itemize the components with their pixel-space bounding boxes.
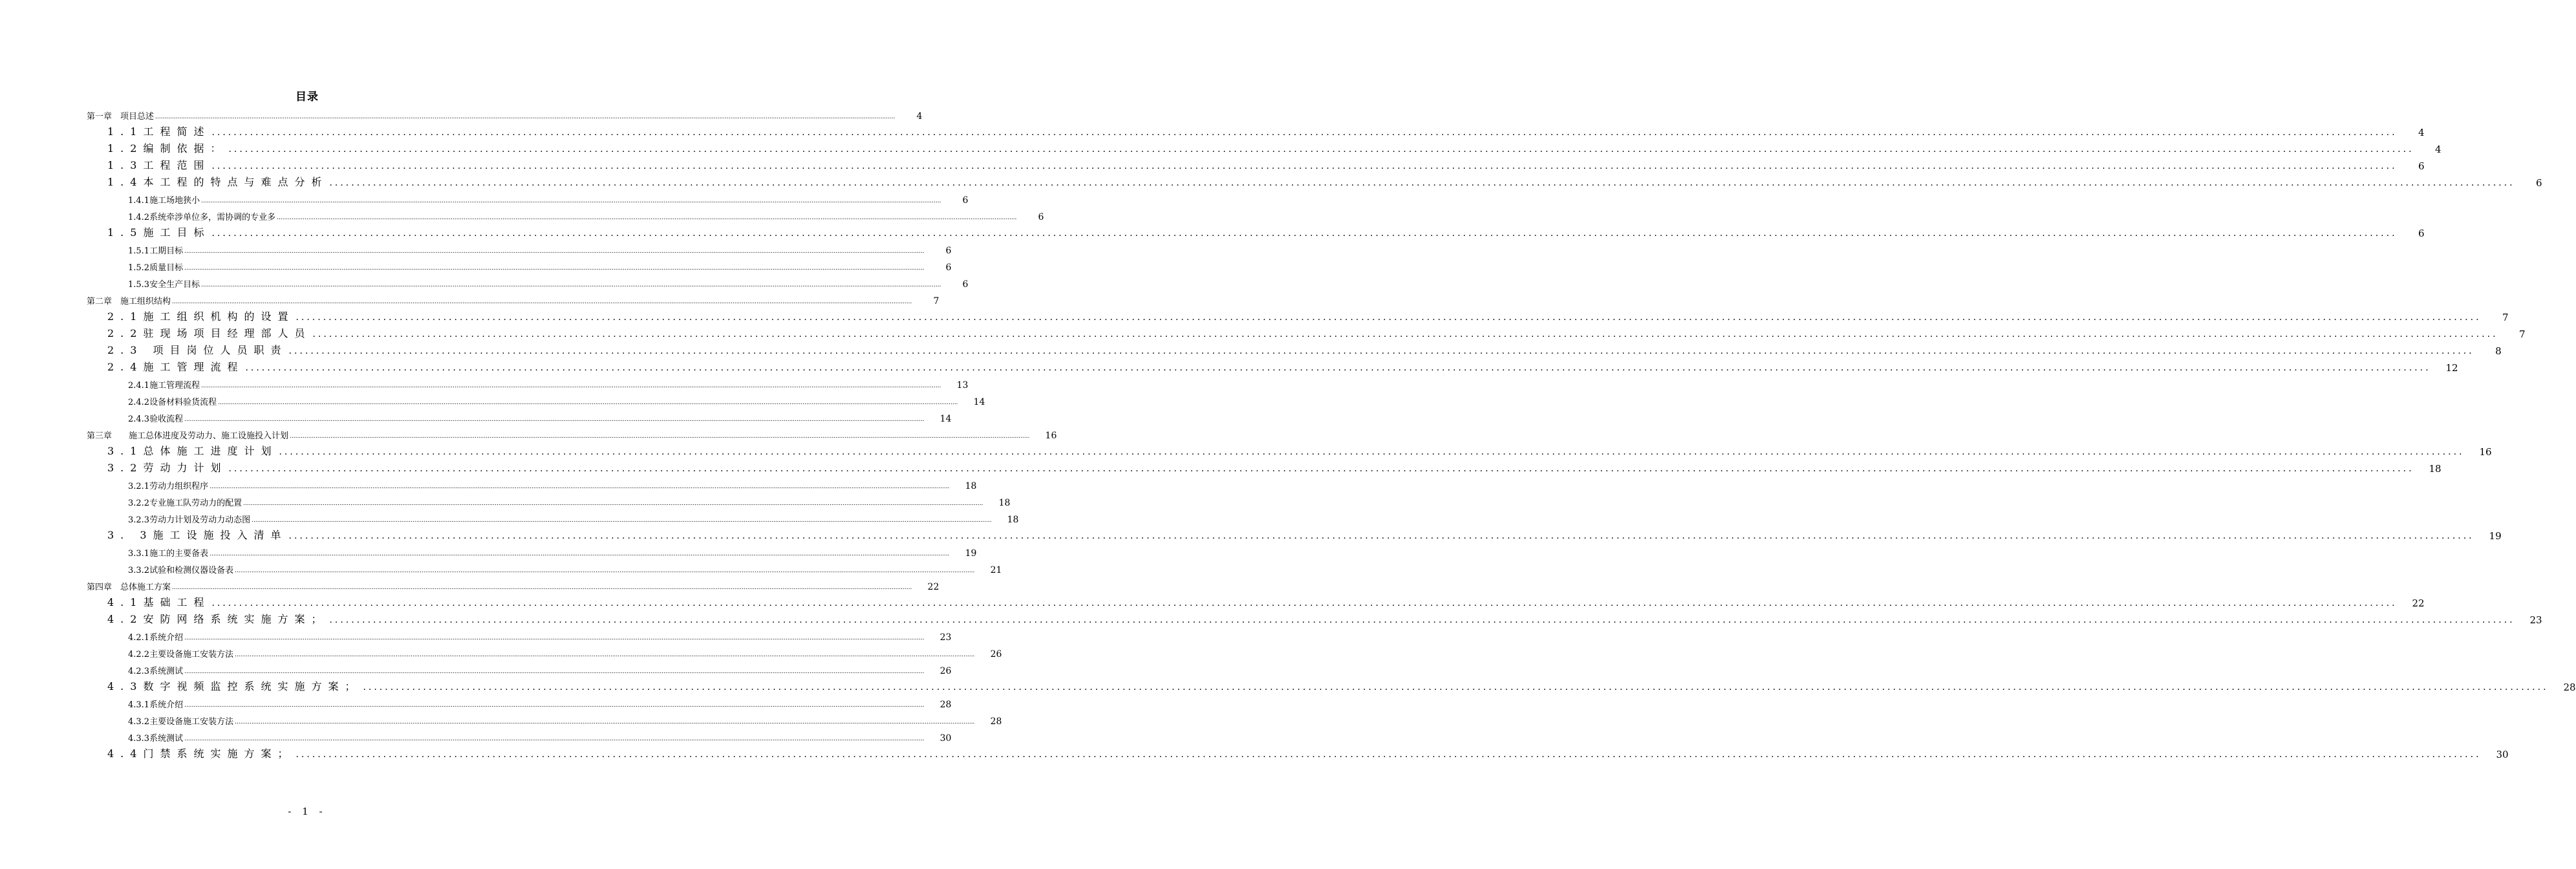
toc-entry-page: 4 xyxy=(2418,127,2425,138)
toc-entry[interactable] xyxy=(0,663,952,676)
toc-entry[interactable] xyxy=(0,277,969,290)
toc-entry-page: 7 xyxy=(2502,312,2509,323)
toc-entry-label: 1.2编制依据： xyxy=(107,142,228,155)
toc-entry[interactable] xyxy=(0,478,977,491)
toc-entry-page: 30 xyxy=(939,733,952,744)
toc-entry-label: 4.3.3系统测试 xyxy=(128,734,184,744)
toc-entry-page: 26 xyxy=(990,649,1002,660)
toc-entry[interactable] xyxy=(0,529,2502,542)
toc-entry[interactable] xyxy=(0,310,2509,323)
toc-entry-page: 4 xyxy=(2434,144,2442,155)
toc-dot-leader: ................................................................................................................................................................................................................................................................................................................................................................................................................ xyxy=(288,531,2474,541)
toc-entry-label: 1.5施工目标 xyxy=(107,226,211,239)
toc-entry-page: 18 xyxy=(2429,463,2442,475)
toc-entry-label: 第二章 施工组织结构 xyxy=(87,297,171,306)
toc-entry-page: 19 xyxy=(965,548,977,559)
toc-entry-label: 4.1基础工程 xyxy=(107,596,211,608)
toc-dot-leader: ................................................................................................................................................................................................................................................................................................................................................................................................................ xyxy=(235,652,975,658)
toc-entry-label: 3.3.2试验和检测仪器设备表 xyxy=(128,566,234,575)
toc-entry-label: 4.2安防网络系统实施方案； xyxy=(107,613,328,625)
toc-entry-page: 28 xyxy=(939,700,952,710)
toc-entry[interactable] xyxy=(0,378,969,391)
toc-entry-page: 22 xyxy=(2412,597,2425,609)
toc-entry-page: 23 xyxy=(939,632,952,643)
toc-dot-leader: ................................................................................................................................................................................................................................................................................................................................................................................................................ xyxy=(211,228,2398,239)
toc-entry-page: 13 xyxy=(956,380,969,391)
toc-dot-leader: ................................................................................................................................................................................................................................................................................................................................................................................................................ xyxy=(290,433,1030,440)
toc-entry-label: 4.3.2主要设备施工安装方法 xyxy=(128,717,234,727)
toc-entry-page: 19 xyxy=(2489,530,2502,542)
toc-entry-page: 21 xyxy=(990,565,1002,575)
toc-entry[interactable] xyxy=(0,630,952,643)
toc-entry-page: 18 xyxy=(965,481,977,491)
toc-dot-leader: ................................................................................................................................................................................................................................................................................................................................................................................................................ xyxy=(312,329,2498,339)
toc-entry[interactable] xyxy=(0,579,939,592)
toc-dot-leader: ................................................................................................................................................................................................................................................................................................................................................................................................................ xyxy=(209,551,950,557)
toc-entry[interactable] xyxy=(0,462,2442,475)
toc-dot-leader: ................................................................................................................................................................................................................................................................................................................................................................................................................ xyxy=(184,265,925,272)
toc-entry-page: 14 xyxy=(973,397,985,407)
toc-dot-leader: ................................................................................................................................................................................................................................................................................................................................................................................................................ xyxy=(172,585,912,591)
toc-entry-label: 3. 3施工设施投入清单 xyxy=(107,529,288,541)
toc-entry-page: 23 xyxy=(2529,614,2542,626)
toc-entry[interactable] xyxy=(0,176,2542,189)
toc-entry[interactable] xyxy=(0,546,977,559)
toc-entry-page: 6 xyxy=(945,263,952,273)
toc-dot-leader: ................................................................................................................................................................................................................................................................................................................................................................................................................ xyxy=(201,198,941,204)
toc-dot-leader: ................................................................................................................................................................................................................................................................................................................................................................................................................ xyxy=(184,702,925,709)
toc-entry-label: 3.2.1劳动力组织程序 xyxy=(128,482,209,491)
toc-entry-page: 16 xyxy=(2479,446,2492,458)
toc-entry-page: 4 xyxy=(916,111,923,122)
toc-entry-label: 2.3 项目岗位人员职责 xyxy=(107,344,288,356)
toc-dot-leader: ................................................................................................................................................................................................................................................................................................................................................................................................................ xyxy=(184,635,925,641)
toc-entry-page: 8 xyxy=(2495,345,2502,357)
toc-entry-label: 1.5.3安全生产目标 xyxy=(128,280,200,290)
toc-entry-label: 第三章 施工总体进度及劳动力、施工设施投入计划 xyxy=(87,431,289,441)
toc-entry[interactable] xyxy=(0,747,2509,760)
toc-dot-leader: ................................................................................................................................................................................................................................................................................................................................................................................................................ xyxy=(295,749,2482,760)
toc-entry-label: 1.5.1工期目标 xyxy=(128,246,184,256)
toc-entry[interactable] xyxy=(0,159,2425,172)
toc-dot-leader: ................................................................................................................................................................................................................................................................................................................................................................................................................ xyxy=(235,719,975,725)
toc-entry-page: 14 xyxy=(939,414,952,424)
toc-entry[interactable] xyxy=(0,109,923,122)
toc-entry-label: 1.3工程范围 xyxy=(107,159,211,171)
toc-entry[interactable] xyxy=(0,731,952,744)
toc-entry[interactable] xyxy=(0,260,952,273)
toc-entry[interactable] xyxy=(0,243,952,256)
toc-dot-leader: ................................................................................................................................................................................................................................................................................................................................................................................................................ xyxy=(184,248,925,255)
toc-entry[interactable] xyxy=(0,714,1002,727)
toc-entry-label: 4.2.3系统测试 xyxy=(128,667,184,676)
toc-entry-page: 6 xyxy=(2418,228,2425,239)
toc-entry[interactable] xyxy=(0,142,2442,155)
toc-entry[interactable] xyxy=(0,563,1002,575)
toc-entry-label: 3.1总体施工进度计划 xyxy=(107,445,278,457)
toc-dot-leader: ................................................................................................................................................................................................................................................................................................................................................................................................................ xyxy=(243,500,983,507)
toc-dot-leader: ................................................................................................................................................................................................................................................................................................................................................................................................................ xyxy=(245,363,2431,373)
toc-dot-leader: ................................................................................................................................................................................................................................................................................................................................................................................................................ xyxy=(172,299,912,305)
toc-entry-page: 6 xyxy=(962,279,969,290)
toc-title: 目录 xyxy=(295,91,319,103)
toc-dot-leader: ................................................................................................................................................................................................................................................................................................................................................................................................................ xyxy=(211,127,2398,138)
toc-entry-page: 7 xyxy=(933,296,939,306)
toc-entry-page: 28 xyxy=(2563,681,2576,693)
toc-dot-leader: ................................................................................................................................................................................................................................................................................................................................................................................................................ xyxy=(211,598,2398,608)
toc-entry[interactable] xyxy=(0,445,2492,458)
toc-dot-leader: ................................................................................................................................................................................................................................................................................................................................................................................................................ xyxy=(184,416,925,423)
toc-entry-page: 28 xyxy=(990,716,1002,727)
toc-entry[interactable] xyxy=(0,226,2425,239)
toc-entry[interactable] xyxy=(0,327,2526,340)
toc-entry[interactable] xyxy=(0,209,1044,222)
toc-entry-label: 4.3数字视频监控系统实施方案； xyxy=(107,680,362,692)
toc-entry[interactable] xyxy=(0,344,2502,357)
toc-entry[interactable] xyxy=(0,596,2425,609)
toc-dot-leader: ................................................................................................................................................................................................................................................................................................................................................................................................................ xyxy=(228,464,2414,474)
toc-entry-page: 18 xyxy=(1007,515,1019,525)
toc-entry-page: 6 xyxy=(2418,160,2425,172)
toc-entry[interactable] xyxy=(0,193,969,206)
toc-dot-leader: ................................................................................................................................................................................................................................................................................................................................................................................................................ xyxy=(209,484,950,490)
toc-entry-label: 4.4门禁系统实施方案； xyxy=(107,747,295,760)
toc-entry-label: 2.4.3验收流程 xyxy=(128,414,184,424)
toc-entry-label: 3.3.1施工的主要备表 xyxy=(128,549,209,559)
toc-entry-page: 30 xyxy=(2496,749,2509,760)
toc-entry-page: 6 xyxy=(2535,177,2542,189)
toc-dot-leader: ................................................................................................................................................................................................................................................................................................................................................................................................................ xyxy=(155,114,896,120)
toc-entry-label: 1.5.2质量目标 xyxy=(128,263,184,273)
toc-entry-label: 2.4.2设备材料验货流程 xyxy=(128,398,217,407)
toc-entry[interactable] xyxy=(0,125,2425,138)
toc-entry[interactable] xyxy=(0,680,2576,693)
toc-dot-leader: ................................................................................................................................................................................................................................................................................................................................................................................................................ xyxy=(329,178,2515,188)
toc-entry-label: 3.2劳动力计划 xyxy=(107,462,228,474)
toc-entry-page: 6 xyxy=(962,195,969,206)
toc-entry-label: 3.2.2专业施工队劳动力的配置 xyxy=(128,499,242,508)
toc-entry-page: 12 xyxy=(2445,362,2458,374)
toc-dot-leader: ................................................................................................................................................................................................................................................................................................................................................................................................................ xyxy=(218,400,958,406)
toc-dot-leader: ................................................................................................................................................................................................................................................................................................................................................................................................................ xyxy=(228,144,2414,155)
toc-entry[interactable] xyxy=(0,428,1057,441)
toc-entry-page: 6 xyxy=(945,246,952,256)
toc-entry-label: 1.4.2系统牵涉单位多，需协调的专业多 xyxy=(128,213,276,222)
toc-entry-page: 6 xyxy=(1038,212,1044,222)
toc-entry-label: 3.2.3劳动力计划及劳动力动态图 xyxy=(128,515,251,525)
toc-entry[interactable] xyxy=(0,697,952,710)
toc-dot-leader: ................................................................................................................................................................................................................................................................................................................................................................................................................ xyxy=(201,383,941,389)
toc-entry[interactable] xyxy=(0,411,952,424)
toc-entry-page: 22 xyxy=(927,582,939,592)
toc-dot-leader: ................................................................................................................................................................................................................................................................................................................................................................................................................ xyxy=(201,282,941,288)
toc-dot-leader: ................................................................................................................................................................................................................................................................................................................................................................................................................ xyxy=(252,517,992,524)
toc-entry-page: 18 xyxy=(998,498,1011,508)
toc-entry-label: 4.2.2主要设备施工安装方法 xyxy=(128,650,234,660)
toc-dot-leader: ................................................................................................................................................................................................................................................................................................................................................................................................................ xyxy=(211,161,2398,171)
toc-dot-leader: ................................................................................................................................................................................................................................................................................................................................................................................................................ xyxy=(184,669,925,675)
page-number: - 1 - xyxy=(288,806,327,817)
toc-entry-label: 1.4.1施工场地狭小 xyxy=(128,196,200,206)
toc-entry-label: 1.4本工程的特点与难点分析 xyxy=(107,176,328,188)
toc-entry[interactable] xyxy=(0,613,2542,626)
toc-entry[interactable] xyxy=(0,647,1002,660)
toc-dot-leader: ................................................................................................................................................................................................................................................................................................................................................................................................................ xyxy=(184,736,925,742)
toc-entry[interactable] xyxy=(0,495,1011,508)
toc-entry[interactable] xyxy=(0,294,939,306)
toc-entry-page: 16 xyxy=(1045,431,1057,441)
toc-entry[interactable] xyxy=(0,394,985,407)
toc-entry[interactable] xyxy=(0,361,2458,374)
toc-entry-label: 2.2驻现场项目经理部人员 xyxy=(107,327,312,339)
toc-dot-leader: ................................................................................................................................................................................................................................................................................................................................................................................................................ xyxy=(279,447,2465,457)
toc-entry-label: 2.4.1施工管理流程 xyxy=(128,381,200,391)
toc-dot-leader: ................................................................................................................................................................................................................................................................................................................................................................................................................ xyxy=(235,568,975,574)
toc-dot-leader: ................................................................................................................................................................................................................................................................................................................................................................................................................ xyxy=(288,346,2474,356)
toc-entry-label: 1.1工程简述 xyxy=(107,125,211,138)
toc-dot-leader: ................................................................................................................................................................................................................................................................................................................................................................................................................ xyxy=(329,615,2515,625)
toc-entry-page: 7 xyxy=(2518,328,2526,340)
toc-entry[interactable] xyxy=(0,512,1019,525)
toc-dot-leader: ................................................................................................................................................................................................................................................................................................................................................................................................................ xyxy=(363,682,2549,692)
toc-entry-label: 2.4施工管理流程 xyxy=(107,361,244,373)
toc-dot-leader: ................................................................................................................................................................................................................................................................................................................................................................................................................ xyxy=(277,215,1017,221)
toc-entry-label: 4.3.1系统介绍 xyxy=(128,700,184,710)
toc-entry-label: 第一章 项目总述 xyxy=(87,112,155,122)
toc-dot-leader: ................................................................................................................................................................................................................................................................................................................................................................................................................ xyxy=(295,312,2482,323)
toc-entry-page: 26 xyxy=(939,666,952,676)
toc-entry-label: 第四章 总体施工方案 xyxy=(87,583,171,592)
toc-entry-label: 2.1施工组织机构的设置 xyxy=(107,310,295,323)
toc-entry-label: 4.2.1系统介绍 xyxy=(128,633,184,643)
